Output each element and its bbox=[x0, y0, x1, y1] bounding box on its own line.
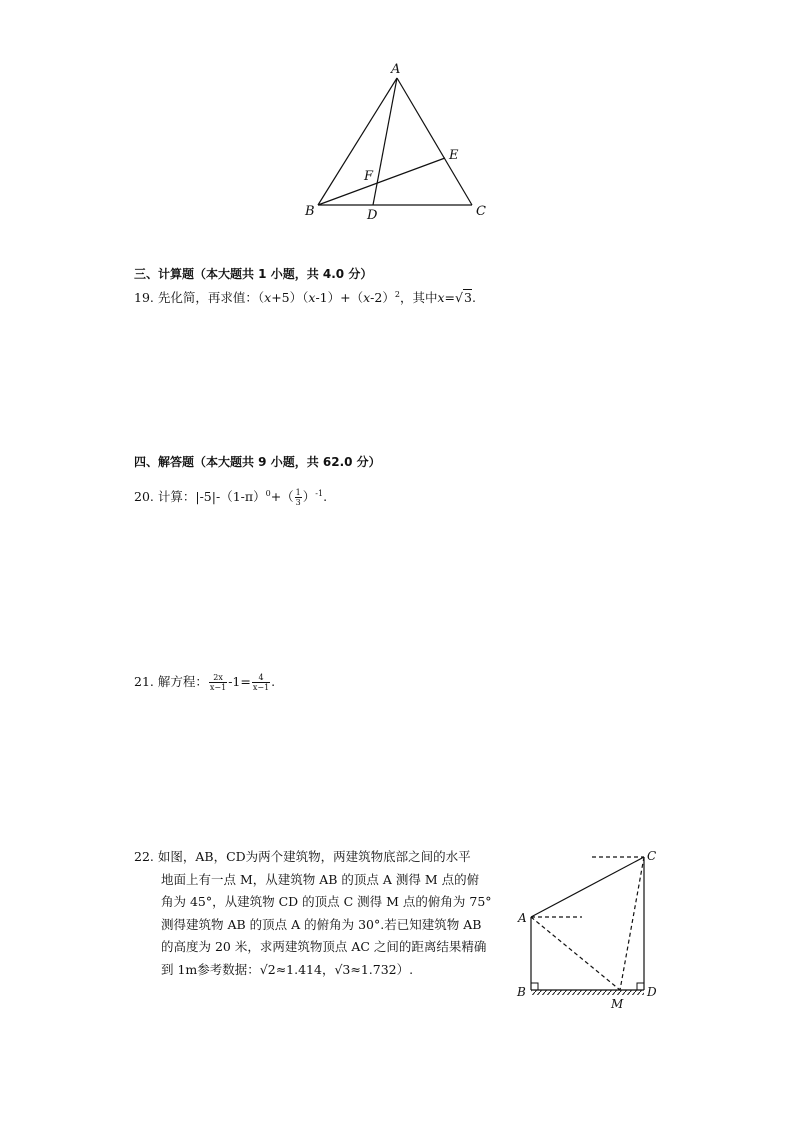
label-a: A bbox=[391, 62, 401, 77]
label-c: C bbox=[647, 849, 657, 863]
segment-ac bbox=[531, 857, 644, 917]
segment-am bbox=[531, 917, 620, 990]
label-e: E bbox=[449, 148, 459, 163]
label-b: B bbox=[517, 985, 526, 999]
ground-hatch bbox=[531, 990, 644, 995]
label-d: D bbox=[367, 208, 378, 223]
section3-heading: 三、计算题（本大题共 1 小题，共 4.0 分） bbox=[134, 267, 373, 281]
label-b: B bbox=[305, 204, 315, 219]
label-c: C bbox=[476, 204, 486, 219]
question-number: 22. bbox=[134, 849, 154, 864]
label-d: D bbox=[647, 985, 657, 999]
question-19: 19. 先化简，再求值：$(x+5)(x-1)+(x-2)^2$，其中x=√3. bbox=[134, 290, 476, 306]
question-22: 22. 如图，AB，CD为两个建筑物，两建筑物底部之间的水平 地面上有一点 M，从建筑物 AB 的顶点 A 测得 M 点的俯 角为 45°，从建筑物 CD 的顶点 C 测得 M 点的俯角为 75° 测得建筑物 AB 的顶点 A 的俯角为 30°.若已知建筑物 AB 的高度为 20 米，求两建筑物顶点 AC 之间的距离结果精确 到 1m参考数据：√2≈1.414，√3≈1.732）. bbox=[134, 849, 492, 977]
fraction: $\frac{2x}{x-1}$ bbox=[209, 673, 227, 692]
segment-be bbox=[318, 158, 445, 205]
segment-ac bbox=[397, 78, 472, 205]
buildings-figure bbox=[510, 842, 670, 1014]
question-number: 21. bbox=[134, 674, 154, 689]
triangle-figure bbox=[300, 58, 500, 228]
label-m: M bbox=[611, 997, 624, 1011]
section4-heading: 四、解答题（本大题共 9 小题，共 62.0 分） bbox=[134, 455, 381, 469]
fraction: $\frac{4}{x-1}$ bbox=[252, 673, 270, 692]
right-angle-b bbox=[531, 983, 538, 990]
fraction: $\frac{1}{3}$ bbox=[295, 488, 301, 508]
right-angle-d bbox=[637, 983, 644, 990]
question-number: 20. bbox=[134, 489, 154, 505]
question-number: 19. bbox=[134, 290, 154, 306]
label-a: A bbox=[518, 911, 527, 925]
segment-cm bbox=[620, 857, 644, 990]
question-20: 20. 计算：$|-5|-(1-\pi)^0+$（ $\frac{1}{3}$ ）$^{-1}$. bbox=[134, 488, 328, 508]
label-f: F bbox=[364, 169, 374, 184]
question-21: 21. 解方程： $\frac{2x}{x-1}$ -1= $\frac{4}{x-1}$ . bbox=[134, 673, 276, 692]
